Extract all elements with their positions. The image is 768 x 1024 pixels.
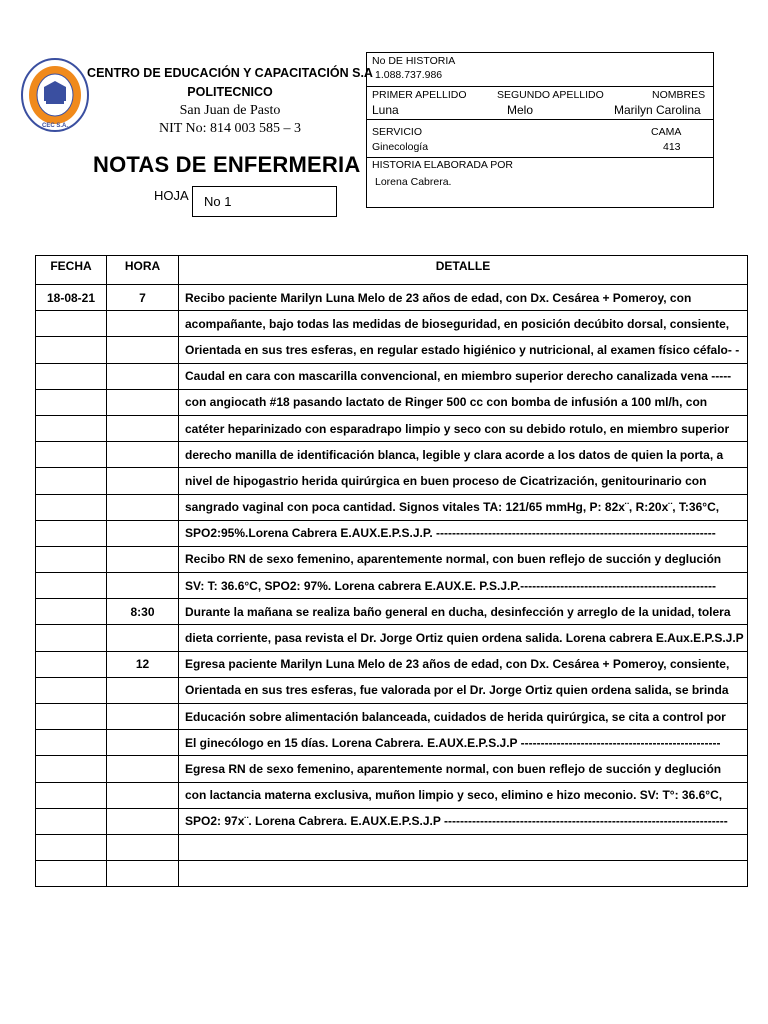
table-row	[36, 363, 748, 389]
hora-cell[interactable]	[107, 442, 179, 468]
detalle-cell[interactable]: sangrado vaginal con poca cantidad. Signos vitales TA: 121/65 mmHg, P: 82x¨, R:20x¨, T:36°C,	[179, 494, 748, 520]
primer-apellido-label: PRIMER APELLIDO	[372, 89, 467, 101]
apellidos-row	[367, 86, 713, 120]
table-row	[36, 520, 748, 546]
table-row	[36, 625, 748, 651]
hora-cell[interactable]	[107, 756, 179, 782]
hora-cell[interactable]	[107, 730, 179, 756]
patient-info-box	[366, 52, 714, 208]
servicio-value: Ginecología	[372, 141, 429, 153]
detalle-cell[interactable]: Egresa paciente Marilyn Luna Melo de 23 años de edad, con Dx. Cesárea + Pomeroy, consiente,	[179, 651, 748, 677]
hora-cell[interactable]	[107, 311, 179, 337]
detalle-cell[interactable]: derecho manilla de identificación blanca, legible y clara acorde a los datos de quien la porta, a	[179, 442, 748, 468]
detalle-cell[interactable]: El ginecólogo en 15 días. Lorena Cabrera. E.AUX.E.P.S.J.P --------------------------------------------------	[179, 730, 748, 756]
hora-cell[interactable]: 12	[107, 651, 179, 677]
fecha-cell[interactable]	[36, 808, 107, 834]
servicio-row	[367, 119, 713, 158]
hora-cell[interactable]	[107, 782, 179, 808]
hora-cell[interactable]	[107, 520, 179, 546]
elaborada-row	[367, 157, 713, 207]
detalle-cell[interactable]: con angiocath #18 pasando lactato de Ringer 500 cc con bomba de infusión a 100 ml/h, con	[179, 389, 748, 415]
fecha-cell[interactable]	[36, 337, 107, 363]
hora-cell[interactable]	[107, 834, 179, 860]
hora-cell[interactable]	[107, 468, 179, 494]
fecha-cell[interactable]	[36, 573, 107, 599]
table-row	[36, 468, 748, 494]
fecha-cell[interactable]	[36, 599, 107, 625]
fecha-cell[interactable]	[36, 520, 107, 546]
detalle-cell[interactable]: Orientada en sus tres esferas, en regular estado higiénico y nutricional, al examen físico céfalo- -	[179, 337, 748, 363]
detalle-cell[interactable]: nivel de hipogastrio herida quirúrgica en buen proceso de Cicatrización, genitourinario con	[179, 468, 748, 494]
table-row	[36, 704, 748, 730]
detalle-cell[interactable]: SPO2:95%.Lorena Cabrera E.AUX.E.P.S.J.P. ----------------------------------------------------------------------	[179, 520, 748, 546]
hoja-label: HOJA	[154, 188, 189, 203]
detalle-cell[interactable]: Caudal en cara con mascarilla convencional, en miembro superior derecho canalizada vena -----	[179, 363, 748, 389]
fecha-cell[interactable]	[36, 389, 107, 415]
table-row	[36, 494, 748, 520]
fecha-cell[interactable]: 18-08-21	[36, 285, 107, 311]
cama-value: 413	[663, 141, 681, 153]
table-row	[36, 599, 748, 625]
table-row	[36, 285, 748, 311]
fecha-cell[interactable]	[36, 415, 107, 441]
institution-nit: NIT No: 814 003 585 – 3	[158, 121, 302, 136]
fecha-cell[interactable]	[36, 861, 107, 887]
table-row	[36, 861, 748, 887]
elaborada-value: Lorena Cabrera.	[375, 176, 452, 188]
fecha-cell[interactable]	[36, 677, 107, 703]
institution-header	[80, 64, 380, 138]
table-row	[36, 651, 748, 677]
column-header-hora: HORA	[107, 256, 179, 285]
column-header-detalle: DETALLE	[179, 256, 748, 285]
hora-cell[interactable]	[107, 808, 179, 834]
detalle-cell[interactable]	[179, 861, 748, 887]
table-row	[36, 389, 748, 415]
table-row	[36, 756, 748, 782]
column-header-fecha: FECHA	[36, 256, 107, 285]
detalle-cell[interactable]: Recibo paciente Marilyn Luna Melo de 23 años de edad, con Dx. Cesárea + Pomeroy, con	[179, 285, 748, 311]
detalle-cell[interactable]: acompañante, bajo todas las medidas de bioseguridad, en posición decúbito dorsal, consiente,	[179, 311, 748, 337]
hora-cell[interactable]	[107, 494, 179, 520]
hoja-value: No 1	[204, 194, 232, 209]
table-row	[36, 808, 748, 834]
table-row	[36, 730, 748, 756]
hoja-field[interactable]	[192, 186, 337, 217]
table-row	[36, 337, 748, 363]
fecha-cell[interactable]	[36, 730, 107, 756]
hora-cell[interactable]	[107, 625, 179, 651]
hora-cell[interactable]	[107, 389, 179, 415]
table-row	[36, 415, 748, 441]
table-row	[36, 677, 748, 703]
table-row	[36, 834, 748, 860]
institution-subname: POLITECNICO	[187, 85, 273, 99]
detalle-cell[interactable]: Orientada en sus tres esferas, fue valorada por el Dr. Jorge Ortiz quien ordena salida, se brinda	[179, 677, 748, 703]
hora-cell[interactable]	[107, 546, 179, 572]
table-row	[36, 311, 748, 337]
institution-city: San Juan de Pasto	[179, 103, 281, 118]
svg-text:CEC S.A.: CEC S.A.	[41, 123, 69, 129]
table-row	[36, 546, 748, 572]
detalle-cell[interactable]: Educación sobre alimentación balanceada, cuidados de herida quirúrgica, se cita a control por	[179, 704, 748, 730]
hora-cell[interactable]: 8:30	[107, 599, 179, 625]
fecha-cell[interactable]	[36, 442, 107, 468]
hora-cell[interactable]	[107, 415, 179, 441]
cama-label: CAMA	[651, 126, 682, 138]
detalle-cell[interactable]: SV: T: 36.6°C, SPO2: 97%. Lorena cabrera E.AUX.E. P.S.J.P.-------------------------------------------------	[179, 573, 748, 599]
primer-apellido-value: Luna	[372, 103, 399, 117]
fecha-cell[interactable]	[36, 468, 107, 494]
fecha-cell[interactable]	[36, 651, 107, 677]
nombres-label: NOMBRES	[652, 89, 706, 101]
servicio-label: SERVICIO	[372, 126, 422, 138]
detalle-cell[interactable]: dieta corriente, pasa revista el Dr. Jorge Ortiz quien ordena salida. Lorena cabrera E.Aux.E.P.S.J.P	[179, 625, 748, 651]
fecha-cell[interactable]	[36, 311, 107, 337]
fecha-cell[interactable]	[36, 782, 107, 808]
hora-cell[interactable]	[107, 677, 179, 703]
elaborada-label: HISTORIA ELABORADA POR	[372, 159, 514, 171]
nombres-value: Marilyn Carolina	[614, 103, 701, 117]
detalle-cell[interactable]: con lactancia materna exclusiva, muñon limpio y seco, elimino e hizo meconio. SV: T°: 36.6°C,	[179, 782, 748, 808]
institution-name: CENTRO DE EDUCACIÓN Y CAPACITACIÓN S.A	[87, 66, 373, 80]
hora-cell[interactable]	[107, 337, 179, 363]
detalle-cell[interactable]: Recibo RN de sexo femenino, aparentemente normal, con buen reflejo de succión y deglución	[179, 546, 748, 572]
fecha-cell[interactable]	[36, 704, 107, 730]
detalle-cell[interactable]: Durante la mañana se realiza baño general en ducha, desinfección y arreglo de la unidad, tolera	[179, 599, 748, 625]
historia-label: No DE HISTORIA	[372, 55, 456, 67]
hora-cell[interactable]	[107, 363, 179, 389]
table-header-row	[36, 256, 748, 285]
historia-value: 1.088.737.986	[375, 69, 443, 81]
fecha-cell[interactable]	[36, 494, 107, 520]
detalle-cell[interactable]: catéter heparinizado con esparadrapo limpio y seco con su debido rotulo, en miembro superior	[179, 415, 748, 441]
table-row	[36, 442, 748, 468]
hora-cell[interactable]: 7	[107, 285, 179, 311]
historia-row	[367, 53, 713, 87]
table-row	[36, 782, 748, 808]
hora-cell[interactable]	[107, 704, 179, 730]
fecha-cell[interactable]	[36, 546, 107, 572]
segundo-apellido-value: Melo	[507, 103, 534, 117]
hora-cell[interactable]	[107, 861, 179, 887]
document-title: NOTAS DE ENFERMERIA	[93, 152, 361, 177]
detalle-cell[interactable]	[179, 834, 748, 860]
fecha-cell[interactable]	[36, 756, 107, 782]
fecha-cell[interactable]	[36, 834, 107, 860]
fecha-cell[interactable]	[36, 363, 107, 389]
segundo-apellido-label: SEGUNDO APELLIDO	[497, 89, 604, 101]
hora-cell[interactable]	[107, 573, 179, 599]
detalle-cell[interactable]: SPO2: 97x¨. Lorena Cabrera. E.AUX.E.P.S.J.P -----------------------------------------------------------------------	[179, 808, 748, 834]
fecha-cell[interactable]	[36, 625, 107, 651]
detalle-cell[interactable]: Egresa RN de sexo femenino, aparentemente normal, con buen reflejo de succión y deglución	[179, 756, 748, 782]
nursing-notes-table	[35, 255, 748, 887]
table-row	[36, 573, 748, 599]
